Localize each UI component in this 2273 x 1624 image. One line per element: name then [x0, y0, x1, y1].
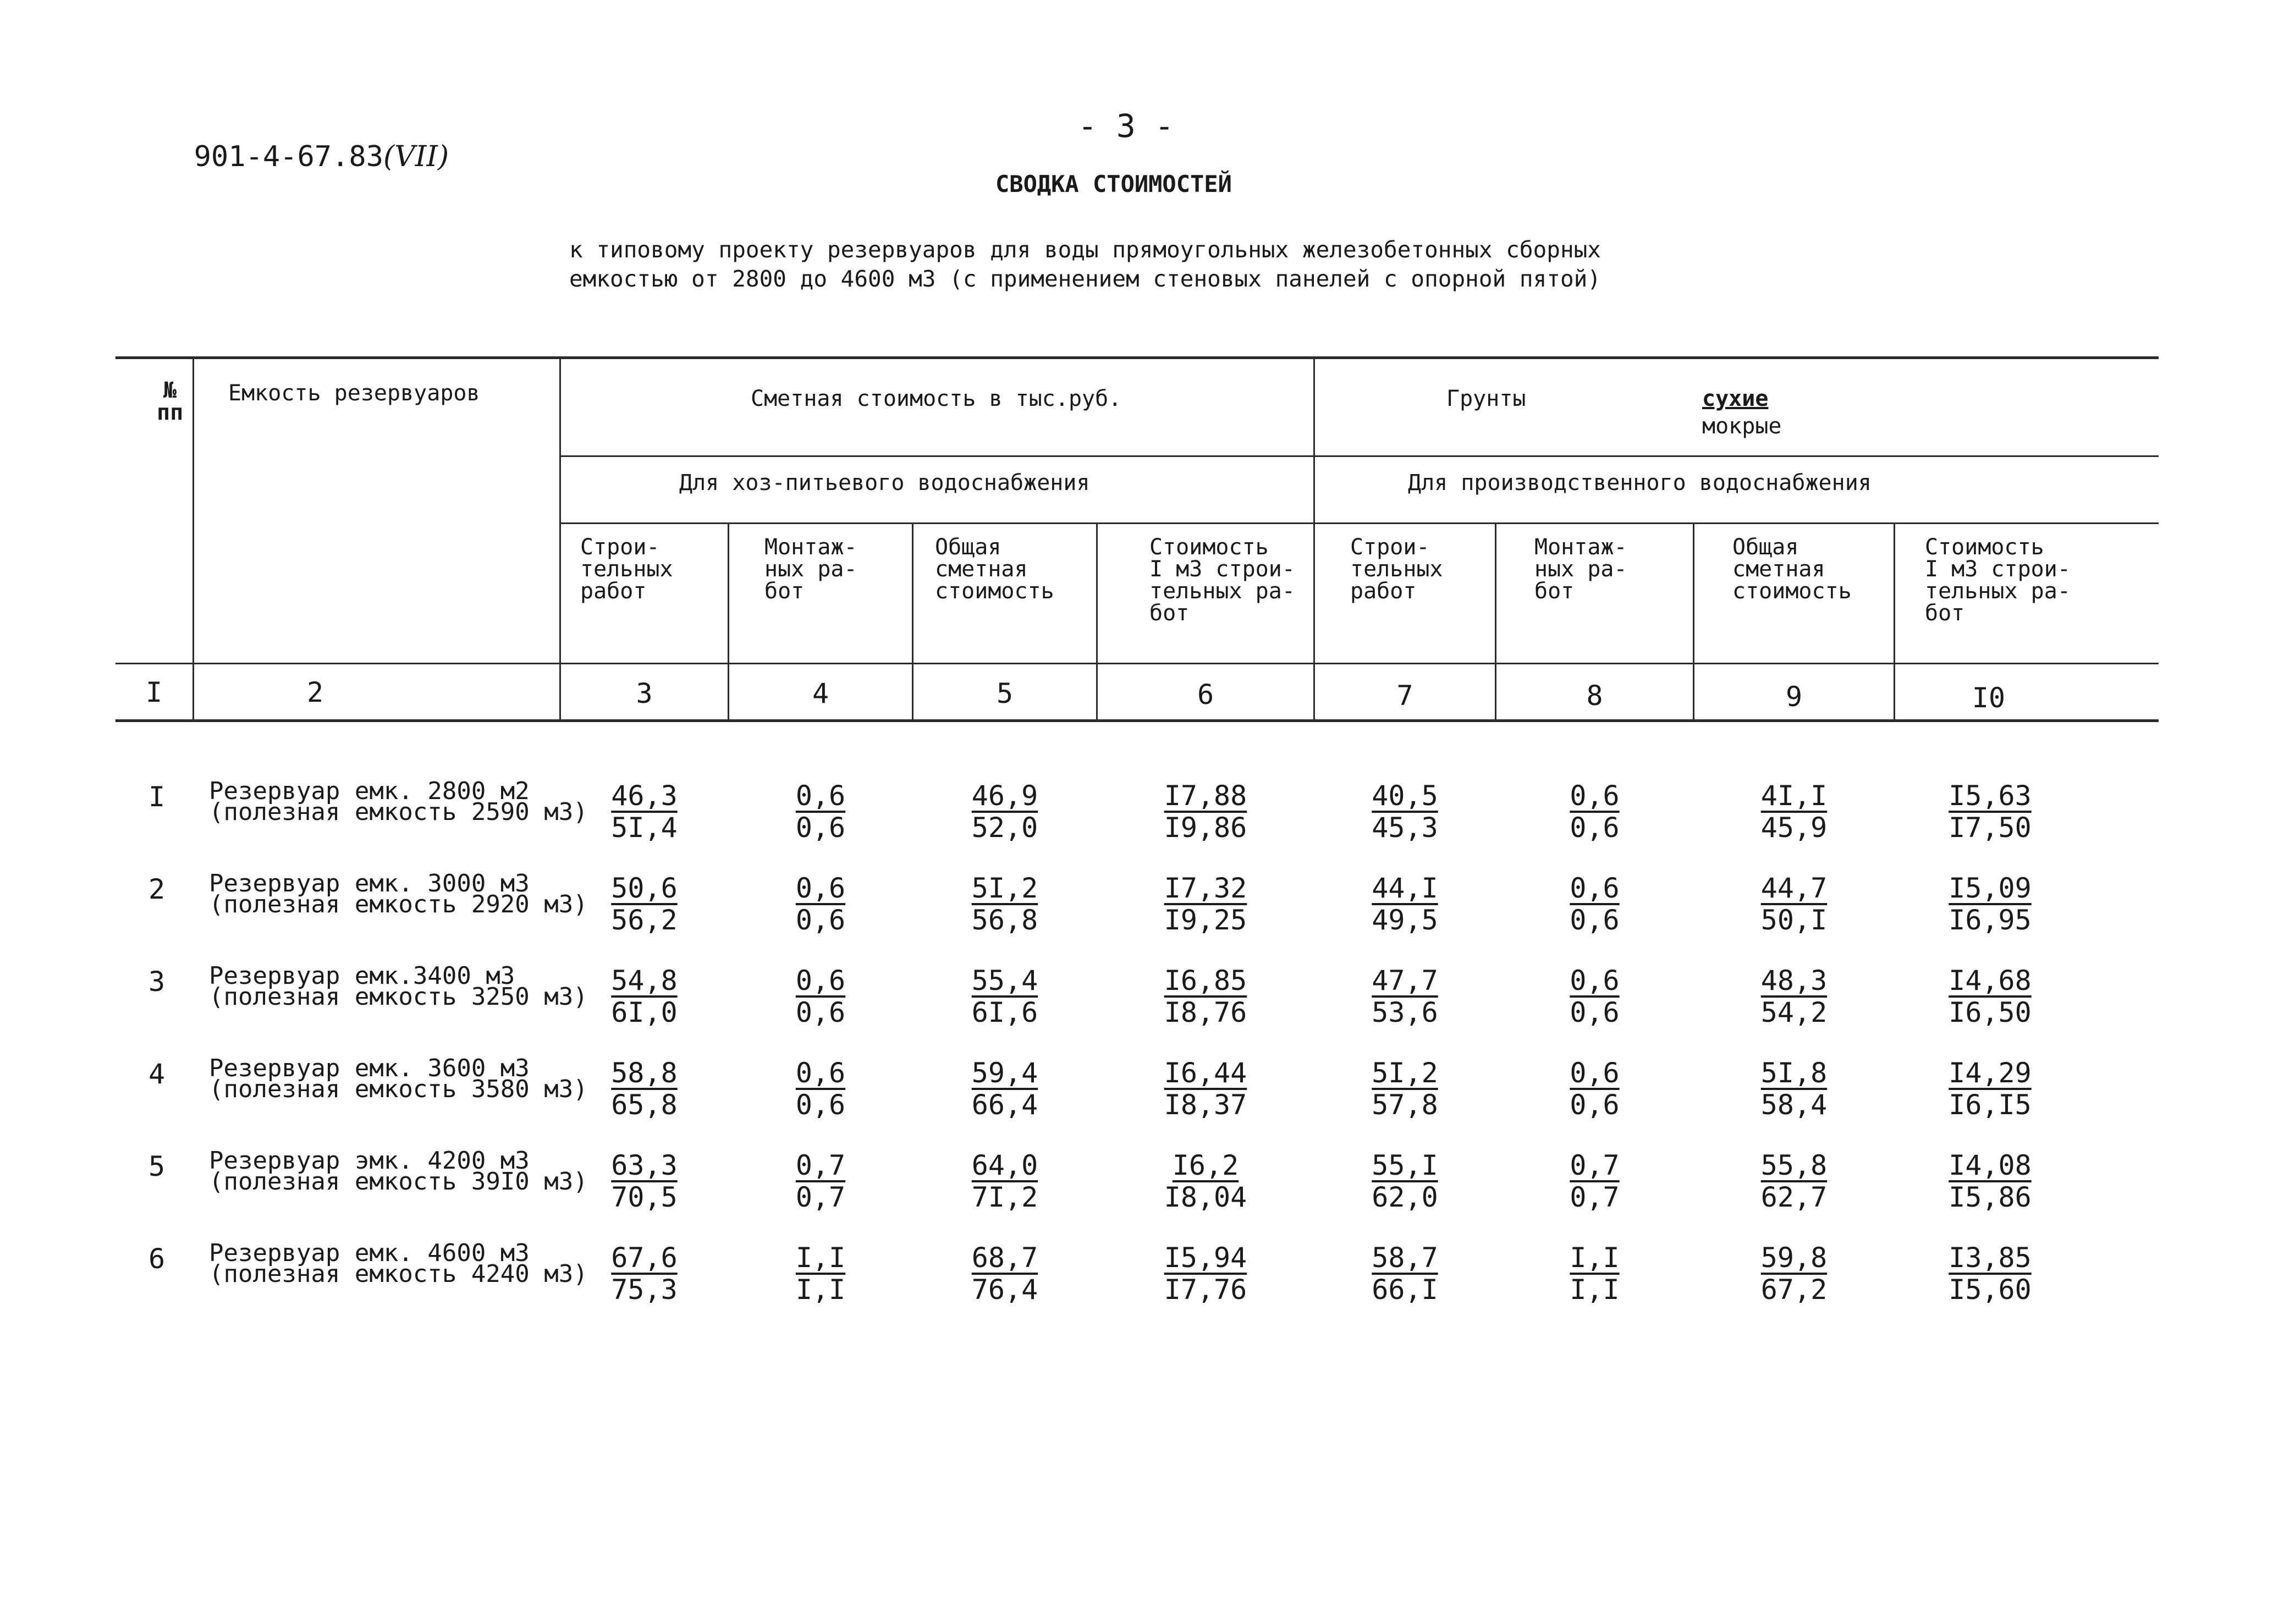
- value-wet-soil: 56,8: [971, 904, 1038, 936]
- value-wet-soil: I8,04: [1164, 1181, 1247, 1213]
- value-wet-soil: 0,7: [1570, 1181, 1620, 1213]
- subheader-total: Общая сметная стоимость: [935, 535, 1054, 604]
- value-wet-soil: I6,50: [1949, 997, 2032, 1028]
- value-dry-soil: I4,29: [1949, 1057, 2032, 1089]
- value-cell: [1895, 1149, 2085, 1213]
- value-dry-soil: 64,0: [971, 1149, 1038, 1181]
- value-wet-soil: 0,6: [1570, 997, 1620, 1028]
- column-number: 5: [996, 678, 1014, 709]
- subheader-installation-industrial: Монтаж- ных ра- бот: [1534, 535, 1627, 604]
- value-dry-soil: 0,6: [795, 1057, 846, 1089]
- value-wet-soil: 70,5: [611, 1181, 678, 1213]
- value-cell: [1895, 965, 2085, 1028]
- value-dry-soil: I5,63: [1949, 780, 2032, 812]
- value-dry-soil: I5,09: [1949, 872, 2032, 904]
- value-cell: [1496, 1242, 1693, 1306]
- value-wet-soil: 66,I: [1372, 1274, 1438, 1306]
- reservoir-useful-capacity: (полезная емкость 4240 м3): [209, 1260, 588, 1288]
- value-wet-soil: 65,8: [611, 1089, 678, 1121]
- value-cell: [1694, 1242, 1894, 1306]
- value-dry-soil: 0,6: [1570, 1057, 1620, 1089]
- value-dry-soil: 40,5: [1372, 780, 1438, 812]
- document-subtitle-line2: емкостью от 2800 до 4600 м3 (с применением стеновых панелей с опорной пятой): [569, 266, 1601, 292]
- value-cell: [1315, 1149, 1495, 1213]
- header-capacity: Емкость резервуаров: [228, 381, 480, 406]
- value-dry-soil: I7,32: [1164, 872, 1247, 904]
- value-cell: [561, 1057, 728, 1121]
- value-dry-soil: 0,6: [1570, 965, 1620, 997]
- value-dry-soil: 4I,I: [1760, 780, 1828, 812]
- value-wet-soil: 7I,2: [971, 1181, 1038, 1213]
- value-dry-soil: 46,3: [611, 780, 678, 812]
- value-dry-soil: 0,6: [1570, 780, 1620, 812]
- value-cell: [1315, 872, 1495, 936]
- row-number: 4: [148, 1058, 166, 1090]
- header-row-number: № пп: [157, 378, 184, 425]
- value-cell: [1694, 965, 1894, 1028]
- reservoir-name: Резервуар емк. 3000 м3: [209, 869, 530, 898]
- document-subtitle-line1: к типовому проекту резервуаров для воды прямоугольных железобетонных сборных: [569, 236, 1601, 263]
- value-dry-soil: 46,9: [971, 780, 1038, 812]
- value-dry-soil: 0,6: [1570, 872, 1620, 904]
- value-wet-soil: 6I,6: [971, 997, 1038, 1028]
- rule-under-supply-header: [560, 522, 2159, 524]
- value-cell: [1098, 1242, 1313, 1306]
- value-cell: [561, 1242, 728, 1306]
- value-dry-soil: 5I,8: [1760, 1057, 1828, 1089]
- value-cell: [913, 780, 1096, 844]
- value-cell: [729, 965, 912, 1028]
- value-dry-soil: I,I: [1570, 1242, 1620, 1274]
- subheader-total-industrial: Общая сметная стоимость: [1732, 535, 1852, 604]
- header-soil-wet: мокрые: [1702, 414, 1782, 439]
- value-dry-soil: 54,8: [611, 965, 678, 997]
- value-dry-soil: 50,6: [611, 872, 678, 904]
- value-cell: [1315, 965, 1495, 1028]
- header-estimate: Сметная стоимость в тыс.руб.: [751, 386, 1122, 411]
- value-cell: [729, 872, 912, 936]
- reservoir-name: Резервуар емк. 4600 м3: [209, 1239, 530, 1267]
- col-divider-6: [1313, 357, 1315, 720]
- value-cell: [729, 780, 912, 844]
- value-cell: [1694, 1057, 1894, 1121]
- reservoir-name: Резервуар емк.3400 м3: [209, 962, 515, 990]
- value-dry-soil: 44,I: [1372, 872, 1438, 904]
- value-cell: [1694, 872, 1894, 936]
- value-dry-soil: I5,94: [1164, 1242, 1247, 1274]
- value-wet-soil: I5,60: [1949, 1274, 2032, 1306]
- value-wet-soil: I,I: [1570, 1274, 1620, 1306]
- value-wet-soil: 45,9: [1760, 812, 1828, 844]
- header-drinking-supply: Для хоз-питьевого водоснабжения: [679, 470, 1090, 496]
- value-cell: [1098, 872, 1313, 936]
- value-dry-soil: I4,08: [1949, 1149, 2032, 1181]
- value-dry-soil: I6,44: [1164, 1057, 1247, 1089]
- value-wet-soil: I,I: [795, 1274, 846, 1306]
- value-dry-soil: I6,2: [1172, 1149, 1239, 1181]
- header-soils: Грунты: [1446, 386, 1526, 411]
- value-cell: [729, 1057, 912, 1121]
- value-cell: [561, 1149, 728, 1213]
- value-dry-soil: I3,85: [1949, 1242, 2032, 1274]
- value-dry-soil: 0,6: [795, 965, 846, 997]
- value-wet-soil: 0,6: [795, 812, 846, 844]
- value-wet-soil: I9,86: [1164, 812, 1247, 844]
- value-wet-soil: 0,6: [1570, 1089, 1620, 1121]
- value-dry-soil: 48,3: [1760, 965, 1828, 997]
- value-wet-soil: 58,4: [1760, 1089, 1828, 1121]
- value-cell: [1098, 1149, 1313, 1213]
- value-cell: [1496, 872, 1693, 936]
- value-dry-soil: 55,8: [1760, 1149, 1828, 1181]
- value-wet-soil: 5I,4: [611, 812, 678, 844]
- value-dry-soil: 0,6: [795, 872, 846, 904]
- value-wet-soil: I7,50: [1949, 812, 2032, 844]
- value-cell: [1694, 1149, 1894, 1213]
- value-dry-soil: I6,85: [1164, 965, 1247, 997]
- rule-under-estimate-header: [560, 455, 2159, 457]
- column-number: I0: [1972, 682, 2006, 714]
- row-number: 3: [148, 966, 166, 998]
- value-wet-soil: 0,6: [1570, 904, 1620, 936]
- col-divider-2: [559, 357, 561, 720]
- value-cell: [913, 965, 1096, 1028]
- value-wet-soil: 57,8: [1372, 1089, 1438, 1121]
- value-wet-soil: 56,2: [611, 904, 678, 936]
- value-wet-soil: I8,76: [1164, 997, 1247, 1028]
- value-dry-soil: 44,7: [1760, 872, 1828, 904]
- value-cell: [913, 1057, 1096, 1121]
- value-cell: [561, 872, 728, 936]
- value-wet-soil: 67,2: [1760, 1274, 1828, 1306]
- value-cell: [913, 1149, 1096, 1213]
- document-title: СВОДКА СТОИМОСТЕЙ: [995, 170, 1232, 197]
- value-wet-soil: 0,6: [795, 997, 846, 1028]
- value-cell: [1895, 780, 2085, 844]
- reservoir-name: Резервуар емк. 2800 м2: [209, 777, 530, 805]
- value-wet-soil: 0,6: [795, 904, 846, 936]
- col-divider-1: [192, 357, 194, 720]
- value-dry-soil: 55,4: [971, 965, 1038, 997]
- value-dry-soil: 59,8: [1760, 1242, 1828, 1274]
- value-cell: [1315, 1242, 1495, 1306]
- value-wet-soil: I9,25: [1164, 904, 1247, 936]
- value-dry-soil: 0,6: [795, 780, 846, 812]
- value-cell: [729, 1149, 912, 1213]
- column-number: I: [145, 676, 163, 708]
- value-wet-soil: 76,4: [971, 1274, 1038, 1306]
- value-wet-soil: I5,86: [1949, 1181, 2032, 1213]
- column-number: 9: [1785, 681, 1803, 713]
- value-dry-soil: 0,7: [1570, 1149, 1620, 1181]
- document-code-handwritten: (VII): [383, 140, 449, 173]
- subheader-unit-cost-industrial: Стоимость I м3 строи- тельных ра- бот: [1925, 535, 2071, 626]
- value-cell: [1895, 1242, 2085, 1306]
- value-wet-soil: 66,4: [971, 1089, 1038, 1121]
- value-dry-soil: I7,88: [1164, 780, 1247, 812]
- value-wet-soil: 75,3: [611, 1274, 678, 1306]
- value-wet-soil: 0,6: [1570, 812, 1620, 844]
- value-cell: [1098, 780, 1313, 844]
- row-number: 6: [148, 1243, 166, 1275]
- value-wet-soil: 52,0: [971, 812, 1038, 844]
- value-cell: [913, 1242, 1096, 1306]
- value-dry-soil: 59,4: [971, 1057, 1038, 1089]
- table-top-rule: [115, 356, 2159, 359]
- value-cell: [1496, 965, 1693, 1028]
- reservoir-useful-capacity: (полезная емкость 39I0 м3): [209, 1168, 588, 1196]
- table-header-bottom-rule: [115, 719, 2159, 722]
- reservoir-name: Резервуар эмк. 4200 м3: [209, 1147, 530, 1175]
- value-cell: [1895, 872, 2085, 936]
- column-number: 2: [306, 676, 324, 708]
- value-cell: [1496, 780, 1693, 844]
- value-dry-soil: I4,68: [1949, 965, 2032, 997]
- column-number: 4: [812, 678, 829, 709]
- value-dry-soil: 5I,2: [971, 872, 1038, 904]
- value-cell: [1098, 965, 1313, 1028]
- value-cell: [1694, 780, 1894, 844]
- column-number: 6: [1197, 679, 1214, 711]
- value-wet-soil: 62,7: [1760, 1181, 1828, 1213]
- value-wet-soil: 6I,0: [611, 997, 678, 1028]
- reservoir-useful-capacity: (полезная емкость 2920 м3): [209, 890, 588, 918]
- value-dry-soil: 5I,2: [1372, 1057, 1438, 1089]
- value-wet-soil: 53,6: [1372, 997, 1438, 1028]
- value-cell: [561, 965, 728, 1028]
- row-number: 2: [148, 873, 166, 905]
- value-cell: [729, 1242, 912, 1306]
- subheader-installation: Монтаж- ных ра- бот: [764, 535, 857, 604]
- reservoir-useful-capacity: (полезная емкость 3580 м3): [209, 1075, 588, 1103]
- row-number: I: [148, 781, 166, 813]
- value-cell: [1098, 1057, 1313, 1121]
- value-wet-soil: 62,0: [1372, 1181, 1438, 1213]
- value-wet-soil: I7,76: [1164, 1274, 1247, 1306]
- value-wet-soil: I8,37: [1164, 1089, 1247, 1121]
- value-cell: [913, 872, 1096, 936]
- value-dry-soil: 68,7: [971, 1242, 1038, 1274]
- value-wet-soil: 0,6: [795, 1089, 846, 1121]
- subheader-unit-cost: Стоимость I м3 строи- тельных ра- бот: [1149, 535, 1295, 626]
- rule-above-column-numbers: [115, 663, 2159, 664]
- value-dry-soil: 63,3: [611, 1149, 678, 1181]
- reservoir-useful-capacity: (полезная емкость 3250 м3): [209, 983, 588, 1011]
- page-number: - 3 -: [1078, 107, 1174, 145]
- value-cell: [1496, 1149, 1693, 1213]
- value-wet-soil: 50,I: [1760, 904, 1828, 936]
- value-cell: [1315, 780, 1495, 844]
- document-code-typed: 901-4-67.83: [194, 140, 383, 173]
- value-cell: [561, 780, 728, 844]
- value-cell: [1496, 1057, 1693, 1121]
- column-number: 3: [636, 678, 653, 709]
- column-number: 7: [1396, 680, 1413, 712]
- value-wet-soil: 49,5: [1372, 904, 1438, 936]
- value-dry-soil: 58,7: [1372, 1242, 1438, 1274]
- value-wet-soil: 45,3: [1372, 812, 1438, 844]
- value-dry-soil: 0,7: [795, 1149, 846, 1181]
- document-code: [159, 107, 449, 173]
- value-wet-soil: I6,95: [1949, 904, 2032, 936]
- header-soil-dry: сухие: [1702, 386, 1769, 411]
- value-dry-soil: 47,7: [1372, 965, 1438, 997]
- reservoir-useful-capacity: (полезная емкость 2590 м3): [209, 798, 588, 826]
- column-number: 8: [1586, 680, 1603, 712]
- value-cell: [1315, 1057, 1495, 1121]
- header-industrial-supply: Для производственного водоснабжения: [1408, 470, 1872, 496]
- value-dry-soil: I,I: [795, 1242, 846, 1274]
- reservoir-name: Резервуар емк. 3600 м3: [209, 1054, 530, 1082]
- value-dry-soil: 67,6: [611, 1242, 678, 1274]
- value-dry-soil: 55,I: [1372, 1149, 1438, 1181]
- value-wet-soil: 54,2: [1760, 997, 1828, 1028]
- value-cell: [1895, 1057, 2085, 1121]
- value-wet-soil: I6,I5: [1949, 1089, 2032, 1121]
- subheader-construction-industrial: Строи- тельных работ: [1350, 535, 1443, 604]
- subheader-construction: Строи- тельных работ: [580, 535, 673, 604]
- value-dry-soil: 58,8: [611, 1057, 678, 1089]
- value-wet-soil: 0,7: [795, 1181, 846, 1213]
- row-number: 5: [148, 1150, 166, 1182]
